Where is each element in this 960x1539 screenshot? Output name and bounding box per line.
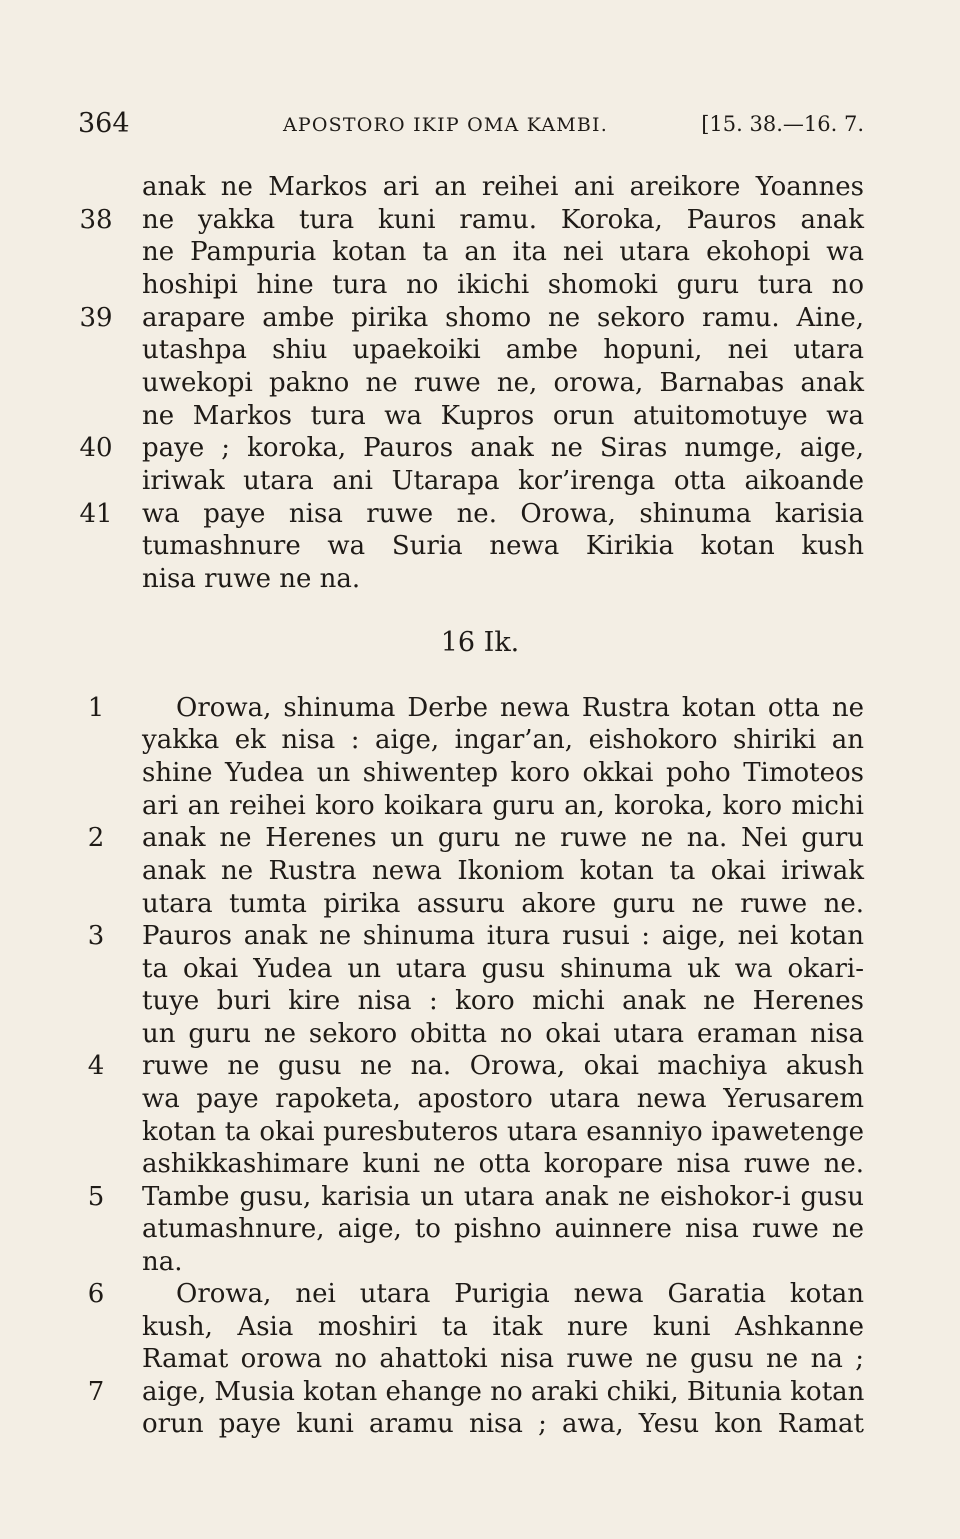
text-line: nisa ruwe ne na.: [142, 564, 361, 594]
text-line: aige, Musia kotan ehange no araki chiki, Bitunia kotan: [142, 1377, 865, 1407]
text-line: tumashnure wa Suria newa Kirikia kotan kush: [142, 531, 864, 561]
text-line: atumashnure, aige, to pishno auinnere nisa ruwe ne: [142, 1214, 864, 1244]
text-line: Pauros anak ne shinuma itura rusui : aige, nei kotan: [142, 921, 864, 951]
text-line: ne yakka tura kuni ramu. Koroka, Pauros anak: [142, 205, 864, 235]
text-line: ne Markos tura wa Kupros orun atuitomotuye wa: [142, 401, 864, 431]
text-line: Orowa, shinuma Derbe newa Rustra kotan otta ne: [176, 693, 864, 723]
text-line: un guru ne sekoro obitta no okai utara eraman nisa: [142, 1019, 864, 1049]
text-line: ta okai Yudea un utara gusu shinuma uk wa okari-: [142, 954, 864, 984]
text-line: kotan ta okai puresbuteros utara esanniyo ipawetenge: [142, 1117, 864, 1147]
verse-number: 41: [79, 499, 113, 529]
verse-number: 4: [87, 1051, 105, 1081]
text-line: anak ne Markos ari an reihei ani areikore Yoannes: [142, 172, 864, 202]
text-line: yakka ek nisa : aige, ingar’an, eishokoro shiriki an: [142, 725, 864, 755]
text-line: arapare ambe pirika shomo ne sekoro ramu. Aine,: [142, 303, 864, 333]
text-line: anak ne Herenes un guru ne ruwe ne na. Nei guru: [142, 823, 864, 853]
text-line: paye ; koroka, Pauros anak ne Siras numge, aige,: [142, 433, 864, 463]
verse-number: 39: [79, 303, 113, 333]
text-line: orun paye kuni aramu nisa ; awa, Yesu kon Ramat: [142, 1409, 864, 1439]
verse-number: 6: [87, 1279, 105, 1309]
verse-number: 3: [87, 921, 105, 951]
text-line: wa paye rapoketa, apostoro utara newa Yerusarem: [142, 1084, 864, 1114]
text-line: hoshipi hine tura no ikichi shomoki guru tura no: [142, 270, 864, 300]
text-line: Ramat orowa no ahattoki nisa ruwe ne gusu ne na ;: [142, 1344, 864, 1374]
text-line: kush, Asia moshiri ta itak nure kuni Ashkanne: [142, 1312, 864, 1342]
text-line: ari an reihei koro koikara guru an, koroka, koro michi: [142, 791, 864, 821]
text-line: na.: [142, 1247, 183, 1277]
verse-number: 1: [87, 693, 105, 723]
page-number: 364: [78, 108, 130, 139]
text-line: Tambe gusu, karisia un utara anak ne eishokor-i gusu: [142, 1182, 864, 1212]
text-line: utara tumta pirika assuru akore guru ne ruwe ne.: [142, 889, 864, 919]
running-title: APOSTORO IKIP OMA KAMBI.: [283, 114, 608, 136]
text-line: iriwak utara ani Utarapa kor’irenga otta aikoande: [142, 466, 864, 496]
chapter-verse-reference: [15. 38.—16. 7.: [701, 112, 864, 136]
text-line: ruwe ne gusu ne na. Orowa, okai machiya akush: [142, 1051, 864, 1081]
verse-number: 5: [87, 1182, 105, 1212]
text-line: anak ne Rustra newa Ikoniom kotan ta okai iriwak: [142, 856, 864, 886]
text-line: tuye buri kire nisa : koro michi anak ne Herenes: [142, 986, 864, 1016]
running-header: [78, 108, 864, 144]
text-line: uwekopi pakno ne ruwe ne, orowa, Barnabas anak: [142, 368, 864, 398]
text-line: Orowa, nei utara Purigia newa Garatia kotan: [176, 1279, 864, 1309]
text-line: utashpa shiu upaekoiki ambe hopuni, nei utara: [142, 335, 864, 365]
text-line: ashikkashimare kuni ne otta koropare nisa ruwe ne.: [142, 1149, 864, 1179]
chapter-heading: 16 Ik.: [440, 627, 520, 658]
verse-number: 2: [87, 823, 105, 853]
verse-number: 38: [79, 205, 113, 235]
text-line: wa paye nisa ruwe ne. Orowa, shinuma karisia: [142, 499, 864, 529]
text-line: ne Pampuria kotan ta an ita nei utara ekohopi wa: [142, 237, 864, 267]
verse-number: 7: [87, 1377, 105, 1407]
verse-number: 40: [79, 433, 113, 463]
text-line: shine Yudea un shiwentep koro okkai poho Timoteos: [142, 758, 864, 788]
